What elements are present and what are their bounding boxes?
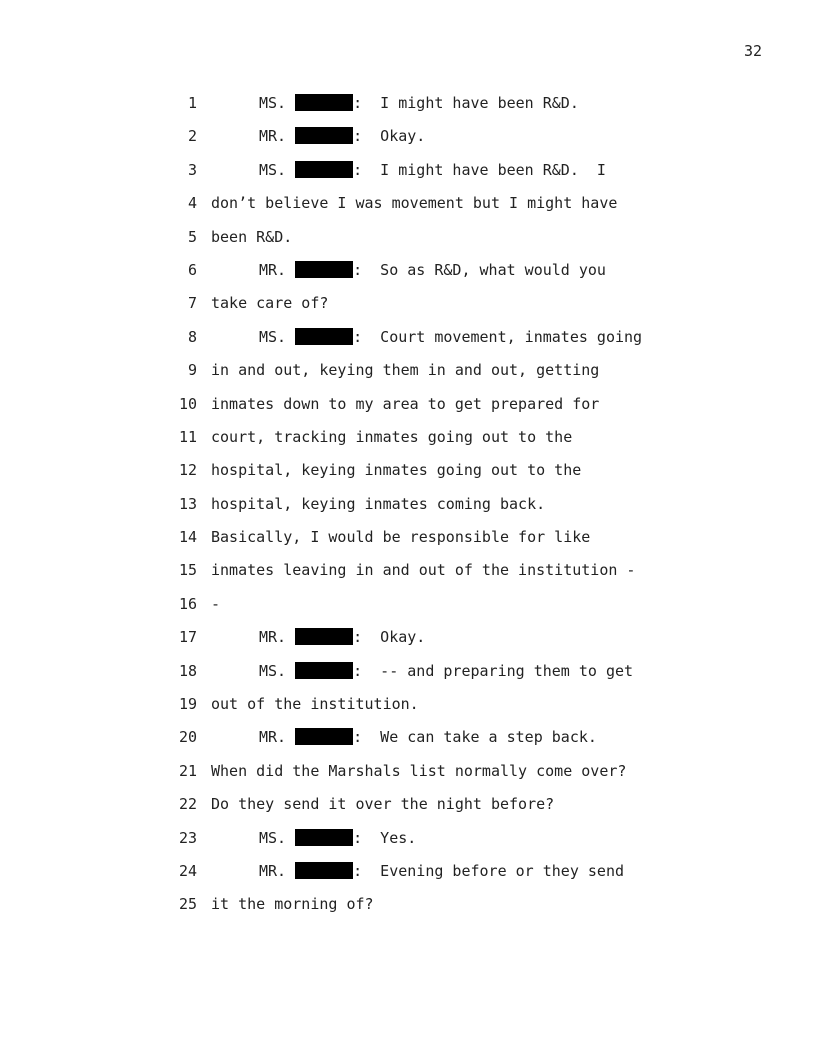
speech-text: inmates leaving in and out of the institution - — [211, 561, 636, 580]
transcript-line — [0, 827, 816, 860]
transcript-line — [0, 192, 816, 225]
speech-text: inmates down to my area to get prepared for — [211, 394, 600, 413]
line-number: 24 — [178, 861, 197, 880]
transcript-line — [0, 359, 816, 392]
line-number: 8 — [187, 327, 197, 346]
speech-text: don’t believe I was movement but I might have — [211, 194, 618, 213]
speaker-title: MR. — [259, 260, 287, 279]
speech-text: Do they send it over the night before? — [211, 795, 555, 814]
line-number: 19 — [178, 695, 197, 714]
page-number: 32 — [743, 42, 762, 60]
transcript-line — [0, 793, 816, 826]
line-text — [259, 125, 425, 147]
transcript-line — [0, 893, 816, 926]
transcript-line — [0, 459, 816, 492]
transcript-body — [0, 92, 816, 927]
speaker-title: MR. — [259, 628, 287, 647]
redacted-name — [295, 728, 353, 745]
transcript-line — [0, 726, 816, 759]
line-text — [259, 326, 642, 348]
line-text — [259, 92, 579, 114]
redacted-name — [295, 261, 353, 278]
line-text — [211, 760, 626, 782]
speech-text: in and out, keying them in and out, getting — [211, 361, 600, 380]
line-number: 25 — [178, 895, 197, 914]
line-text — [211, 292, 328, 314]
speech-text: hospital, keying inmates coming back. — [211, 494, 546, 513]
transcript-line — [0, 760, 816, 793]
line-text — [259, 259, 606, 281]
transcript-line — [0, 626, 816, 659]
speech-text: : Court movement, inmates going — [353, 327, 643, 346]
line-number: 9 — [187, 361, 197, 380]
transcript-line — [0, 159, 816, 192]
speaker-title: MS. — [259, 160, 287, 179]
speech-text: it the morning of? — [211, 895, 374, 914]
line-number: 4 — [187, 194, 197, 213]
speech-text: : Evening before or they send — [353, 861, 625, 880]
speaker-title: MS. — [259, 94, 287, 112]
speech-text: take care of? — [211, 294, 329, 313]
line-number: 15 — [178, 561, 197, 580]
redacted-name — [295, 328, 353, 345]
line-text — [259, 626, 425, 648]
line-text — [259, 827, 416, 849]
transcript-line — [0, 92, 816, 125]
speaker-title: MS. — [259, 828, 287, 847]
transcript-line — [0, 559, 816, 592]
transcript-line — [0, 526, 816, 559]
transcript-line — [0, 292, 816, 325]
speech-text: : I might have been R&D. I — [353, 160, 606, 179]
line-number: 11 — [178, 427, 197, 446]
speaker-title: MR. — [259, 728, 287, 747]
redacted-name — [295, 662, 353, 679]
transcript-line — [0, 693, 816, 726]
line-number: 17 — [178, 628, 197, 647]
line-text — [211, 526, 590, 548]
transcript-line — [0, 226, 816, 259]
speech-text: : Yes. — [353, 828, 417, 847]
line-number: 10 — [178, 394, 197, 413]
transcript-line — [0, 493, 816, 526]
line-number: 13 — [178, 494, 197, 513]
speaker-title: MR. — [259, 861, 287, 880]
speech-text: : So as R&D, what would you — [353, 260, 606, 279]
line-text — [211, 359, 599, 381]
transcript-line — [0, 426, 816, 459]
line-text — [259, 860, 624, 882]
line-text — [259, 726, 597, 748]
redacted-name — [295, 161, 353, 178]
speech-text: : We can take a step back. — [353, 728, 597, 747]
line-number: 2 — [187, 127, 197, 146]
line-text — [211, 459, 581, 481]
line-number: 18 — [178, 661, 197, 680]
line-text — [211, 226, 292, 248]
line-number: 20 — [178, 728, 197, 747]
line-number: 16 — [178, 594, 197, 613]
speech-text: hospital, keying inmates going out to the — [211, 461, 582, 480]
line-text — [211, 192, 617, 214]
speaker-title: MR. — [259, 127, 287, 146]
line-text — [211, 393, 599, 415]
transcript-line — [0, 660, 816, 693]
line-number: 5 — [187, 227, 197, 246]
speech-text: : Okay. — [353, 127, 426, 146]
line-number: 3 — [187, 160, 197, 179]
transcript-line — [0, 125, 816, 158]
speech-text: When did the Marshals list normally come over? — [211, 761, 627, 780]
speech-text: - — [211, 594, 221, 613]
line-number: 14 — [178, 528, 197, 547]
line-text — [211, 593, 220, 615]
speech-text: : Okay. — [353, 628, 426, 647]
redacted-name — [295, 862, 353, 879]
speech-text: been R&D. — [211, 227, 293, 246]
speech-text: Basically, I would be responsible for like — [211, 528, 591, 547]
transcript-line — [0, 860, 816, 893]
redacted-name — [295, 628, 353, 645]
transcript-line — [0, 393, 816, 426]
transcript-line — [0, 326, 816, 359]
line-number: 21 — [178, 761, 197, 780]
line-text — [211, 693, 419, 715]
line-text — [259, 159, 606, 181]
speaker-title: MS. — [259, 661, 287, 680]
redacted-name — [295, 127, 353, 144]
speech-text: out of the institution. — [211, 695, 419, 714]
transcript-line — [0, 259, 816, 292]
line-text — [211, 893, 374, 915]
redacted-name — [295, 829, 353, 846]
line-text — [259, 660, 633, 682]
redacted-name — [295, 94, 353, 111]
line-number: 7 — [187, 294, 197, 313]
speech-text: court, tracking inmates going out to the — [211, 427, 573, 446]
line-text — [211, 426, 572, 448]
line-number: 1 — [187, 94, 197, 112]
line-number: 6 — [187, 260, 197, 279]
line-number: 23 — [178, 828, 197, 847]
line-number: 22 — [178, 795, 197, 814]
line-text — [211, 793, 554, 815]
speech-text: : -- and preparing them to get — [353, 661, 634, 680]
speech-text: : I might have been R&D. — [353, 94, 579, 112]
line-number: 12 — [178, 461, 197, 480]
speaker-title: MS. — [259, 327, 287, 346]
line-text — [211, 493, 545, 515]
line-text — [211, 559, 635, 581]
transcript-line — [0, 593, 816, 626]
